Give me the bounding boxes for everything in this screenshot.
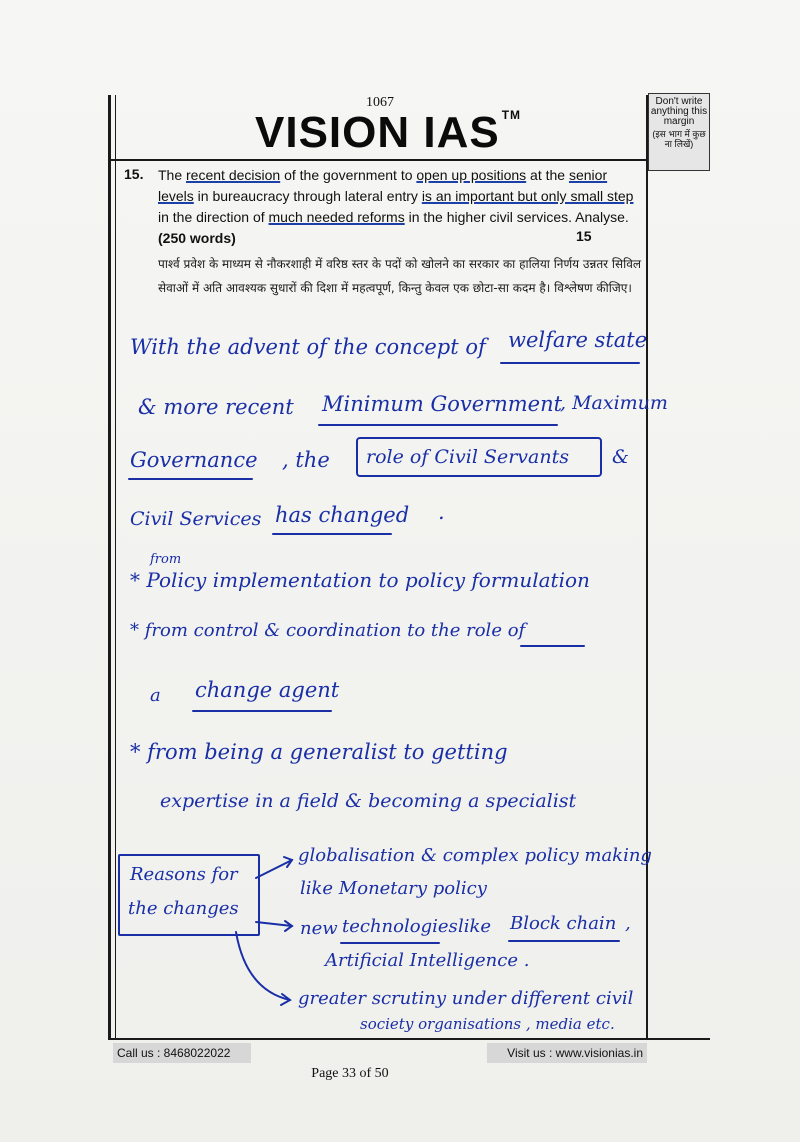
page-code: 1067 [366,95,394,110]
reason-line-3e: , [625,913,631,934]
answer-line-4a: Civil Services [130,508,262,530]
answer-line-2b: Minimum Government [322,392,563,416]
reason-line-6: society organisations , media etc. [360,1015,615,1033]
question-text: The recent decision of the government to open up positions at the senior levels in bureaucracy through lateral entry is an important but only small step in the direction of much needed reforms in the higher civil services. Analyse. (250 words) [158,167,634,246]
margin-note: Don't write anything this margin (इस भाग में कुछ ना लिखें) [648,93,710,171]
reason-line-3d: Block chain [510,913,617,934]
answer-line-8: * from being a generalist to getting [130,740,508,764]
answer-line-3c: role of Civil Servants [366,446,569,468]
reason-line-3a: new [300,918,338,939]
reason-line-3b: technologies [342,916,458,937]
answer-line-5: * Policy implementation to policy formulation [130,568,590,592]
vision-ias-logo: VISION IAS ™ [255,108,522,157]
answer-line-6: * from control & coordination to the role of [130,620,526,641]
reasons-box-line-2: the changes [128,898,239,919]
answer-line-2a: & more recent [138,395,294,419]
reason-line-2: like Monetary policy [300,878,487,899]
answer-line-5-from: from [150,552,182,567]
answer-line-3d: & [612,446,629,468]
reason-line-1: globalisation & complex policy making [298,845,652,866]
answer-line-7b: change agent [195,678,340,702]
answer-line-1b: welfare state [508,328,648,352]
question-text-hindi: पार्श्व प्रवेश के माध्यम से नौकरशाही में वरिष्ठ स्तर के पदों को खोलने का सरकार का हालिया निर्णय उन्नतर सिविल सेवाओं में अति आवश्यक सुधारों की दिशा में महत्वपूर्ण, किन्तु केवल एक छोटा-सा कदम है। विश्लेषण कीजिए। [158,257,642,295]
answer-underline [340,942,440,944]
answer-line-4c: . [438,500,445,524]
answer-line-3a: Governance [130,448,258,472]
call-us-text: Call us : 8468022022 [113,1043,251,1063]
answer-line-1a: With the advent of the concept of [130,335,486,359]
reason-line-3c: like [458,916,492,937]
reason-line-4: Artificial Intelligence . [325,950,530,971]
answer-line-7a: a [150,685,161,706]
answer-line-2c: , Maximum [560,392,668,414]
answer-underline [508,940,620,942]
answer-line-4b: has changed [275,503,410,527]
answer-line-3b: , the [282,448,330,472]
page-count: Page 33 of 50 [311,1066,389,1081]
answer-line-9: expertise in a field & becoming a specialist [160,790,577,812]
reason-line-5: greater scrutiny under different civil [298,988,634,1009]
question-marks: 15 [576,228,592,244]
visit-us-text: Visit us : www.visionias.in [487,1043,647,1063]
reasons-box-line-1: Reasons for [130,864,238,885]
question-number: 15. [124,166,144,182]
